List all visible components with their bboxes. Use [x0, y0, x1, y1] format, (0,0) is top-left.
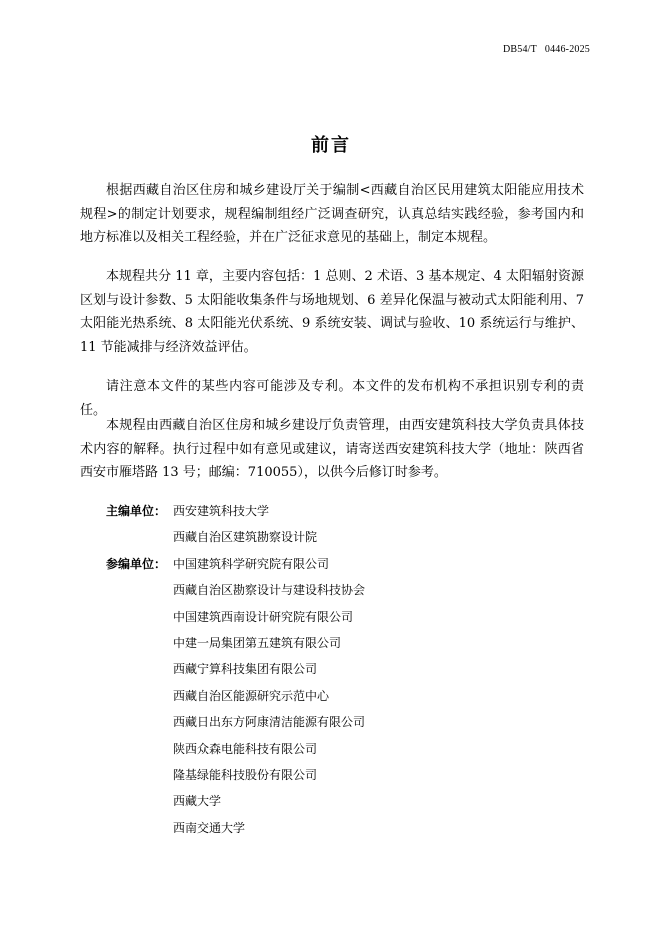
preface-paragraph-contents: 本规程共分 11 章，主要内容包括：1 总则、2 术语、3 基本规定、4 太阳辐射资源区划与设计参数、5 太阳能收集条件与场地规划、6 差异化保温与被动式太阳能利用、7 太阳能光热系统、8 太阳能光伏系统、9 系统安装、调试与验收、10 系统运行与维护、11 节能减排与经济效益评估。 — [80, 269, 584, 355]
participating-editor-unit: 中国建筑西南设计研究院有限公司 — [173, 609, 354, 624]
participating-editor-unit: 中建一局集团第五建筑有限公司 — [173, 635, 342, 650]
preface-paragraph-patent: 请注意本文件的某些内容可能涉及专利。本文件的发布机构不承担识别专利的责任。 — [80, 379, 584, 418]
page-title: 前言 — [311, 135, 351, 156]
chief-editor-row — [106, 498, 365, 524]
editor-units-list — [106, 498, 365, 841]
participating-editors-label: 参编单位： — [106, 556, 167, 571]
participating-editor-row — [106, 656, 365, 682]
preface-paragraph-management: 本规程由西藏自治区住房和城乡建设厅负责管理，由西安建筑科技大学负责具体技术内容的解释。执行过程中如有意见或建议，请寄送西安建筑科技大学（地址：陕西省西安市雁塔路 13 号；邮编：710055），以供今后修订时参考。 — [80, 418, 584, 480]
participating-editor-unit: 隆基绿能科技股份有限公司 — [173, 767, 318, 782]
preface-paragraph-plan: 根据西藏自治区住房和城乡建设厅关于编制<西藏自治区民用建筑太阳能应用技术规程>的制定计划要求，规程编制组经广泛调查研究，认真总结实践经验，参考国内和地方标准以及相关工程经验，并在广泛征求意见的基础上，制定本规程。 — [80, 183, 584, 245]
participating-editor-unit: 西藏宁算科技集团有限公司 — [173, 662, 318, 677]
participating-editor-row — [106, 683, 365, 709]
participating-editor-unit: 西藏大学 — [173, 794, 222, 809]
participating-editor-row — [106, 736, 365, 762]
chief-editor-unit: 西安建筑科技大学 — [173, 504, 270, 518]
participating-editor-row — [106, 762, 365, 788]
chief-editors-label: 主编单位： — [106, 504, 167, 518]
participating-editor-row — [106, 630, 365, 656]
chief-editor-unit: 西藏自治区建筑勘察设计院 — [173, 530, 318, 545]
participating-editor-row — [106, 709, 365, 735]
participating-editor-unit: 陕西众森电能科技有限公司 — [173, 741, 318, 756]
participating-editor-row — [106, 815, 365, 841]
participating-editor-unit: 西藏自治区勘察设计与建设科技协会 — [173, 583, 366, 598]
participating-editor-row — [106, 788, 365, 814]
document-number-header: DB54/T 0446-2025 — [502, 44, 590, 55]
participating-editor-row — [106, 551, 365, 577]
participating-editor-unit: 中国建筑科学研究院有限公司 — [173, 556, 330, 571]
participating-editor-unit: 西南交通大学 — [173, 820, 246, 835]
participating-editor-row — [106, 577, 365, 603]
participating-editor-unit: 西藏日出东方阿康清洁能源有限公司 — [173, 715, 366, 730]
chief-editor-row — [106, 524, 365, 550]
participating-editor-row — [106, 604, 365, 630]
participating-editor-unit: 西藏自治区能源研究示范中心 — [173, 688, 330, 703]
